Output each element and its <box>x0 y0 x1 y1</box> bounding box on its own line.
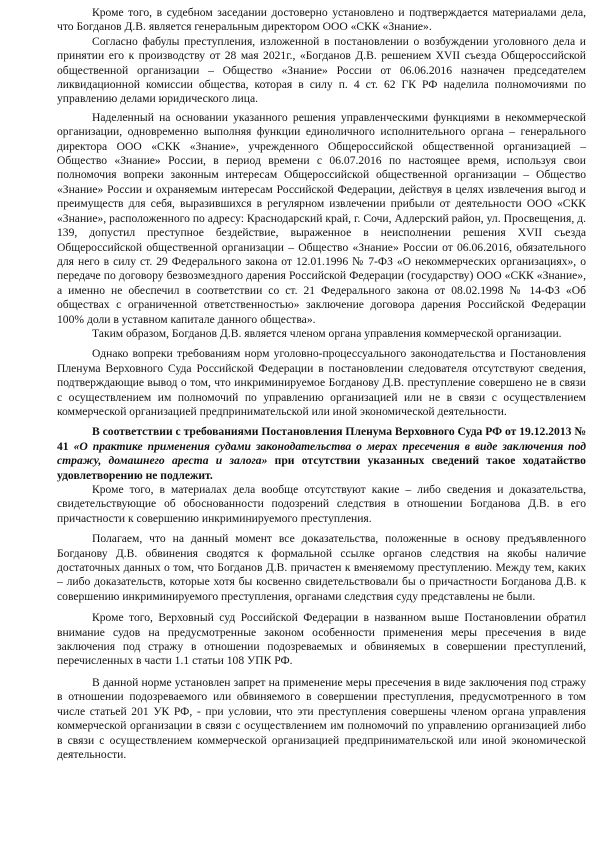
paragraph-5: Однако вопреки требованиям норм уголовно-процессуального законодательства и Постановления Пленума Верховного Суда Российской Федерации в постановлении следователя отсутствуют сведения, подтверждающие вывод о том, что инкриминируемое Богданову Д.В. преступление совершено не в связи с осуществлением им полномочий по управлению организацией или не в связи с осуществлением коммерческой организацией предпринимательской или иной экономической деятельности. <box>57 347 586 418</box>
paragraph-3: Наделенный на основании указанного решения управленческими функциями в некоммерческой организации, одновременно выполняя функции единоличного исполнительного органа – генерального директора ООО «СКК «Знание», учрежденного Общероссийской общественной организацией – Общество «Знание» России, в период времени с 06.07.2016 по настоящее время, используя свои полномочия вопреки законным интересам Общероссийской общественной организации – Общество «Знание» России и охраняемым интересам Российской Федерации, действуя в целях извлечения выгод и преимуществ для себя, выразившихся в регулярном извлечении прибыли от деятельности ООО «СКК «Знание», расположенного по адресу: Краснодарский край, г. Сочи, Адлерский район, ул. Просвещения, д. 139, допустил преступное бездействие, выраженное в неисполнении решения XVII съезда Общероссийской общественной организации – Общество «Знание» России от 06.06.2016, обязательного для него в силу ст. 29 Федерального закона от 12.01.1996 № 7-ФЗ «О некоммерческих организациях», о передаче по договору безвозмездного дарения Российской Федерации (государству) ООО «СКК «Знание», а именно не обеспечил в соответствии со ст. 21 Федерального закона от 08.02.1998 № 14-ФЗ «Об обществах с ограниченной ответственностью» заключение договора дарения Российской Федерации 100% доли в уставном капитале данного общества». <box>57 110 586 326</box>
paragraph-6: Кроме того, в материалах дела вообще отсутствуют какие – либо сведения и доказательства, свидетельствующие об обоснованности подозрений следствия в отношении Богданова Д.В. в его причастности к совершению инкриминируемого преступления. <box>57 483 586 525</box>
paragraph-4: Таким образом, Богданов Д.В. является членом органа управления коммерческой организации. <box>92 326 562 340</box>
paragraph-1: Кроме того, в судебном заседании достоверно установлено и подтверждается материалами дела, что Богданов Д.В. является генеральным директором ООО «СКК «Знание». <box>57 6 586 34</box>
emphasis-lead: В соответствии с требованиями Постановления Пленума Верховного Суда РФ от 19.12.2013 № 41 <box>57 425 586 453</box>
paragraph-9: В данной норме установлен запрет на применение меры пресечения в виде заключения под стражу в отношении подозреваемого или обвиняемого в совершении преступления, предусмотренного в том числе статьей 201 УК РФ, - при условии, что эти преступления совершены членом органа управления коммерческой организации в связи с осуществлением им полномочий по управлению организацией либо в связи с осуществлением коммерческой организацией предпринимательской или иной экономической деятельности. <box>57 675 586 761</box>
paragraph-8: Кроме того, Верховный суд Российской Федерации в названном выше Постановлении обратил внимание судов на предусмотренные законом особенности применения меры пресечения в виде заключения под стражу в отношении подозреваемых и обвиняемых в совершении преступлений, перечисленных в части 1.1 статьи 108 УПК РФ. <box>57 611 586 668</box>
emphasis-tail: при отсутствии указанных сведений такое ходатайство удовлетворению не подлежит. <box>57 454 586 482</box>
paragraph-7: Полагаем, что на данный момент все доказательства, положенные в основу предъявленного Богданову Д.В. обвинения сводятся к формальной ссылке органов следствия на якобы наличие достаточных данных о том, что Богданов Д.В. причастен к вменяемому преступлению. Между тем, каких – либо доказательств, которые хотя бы косвенно свидетельствовали бы о причастности Богданова Д.В. к совершению инкриминируемого преступления, органами следствия суду представлены не были. <box>57 532 586 603</box>
paragraph-2: Согласно фабулы преступления, изложенной в постановлении о возбуждении уголовного дела и принятии его к производству от 28 мая 2021г., «Богданов Д.В. решением XVII съезда Общероссийской общественной организации – Общество «Знание» России от 06.06.2016 назначен председателем ликвидационной комиссии общества, которая в силу п. 4 ст. 62 ГК РФ наделила полномочиями по управлению делами юридического лица. <box>57 34 586 106</box>
emphasis-paragraph <box>57 425 586 483</box>
emphasis-resolution-title: «О практике применения судами законодательства о мерах пресечения в виде заключения под стражу, домашнего ареста и залога» <box>57 439 587 468</box>
